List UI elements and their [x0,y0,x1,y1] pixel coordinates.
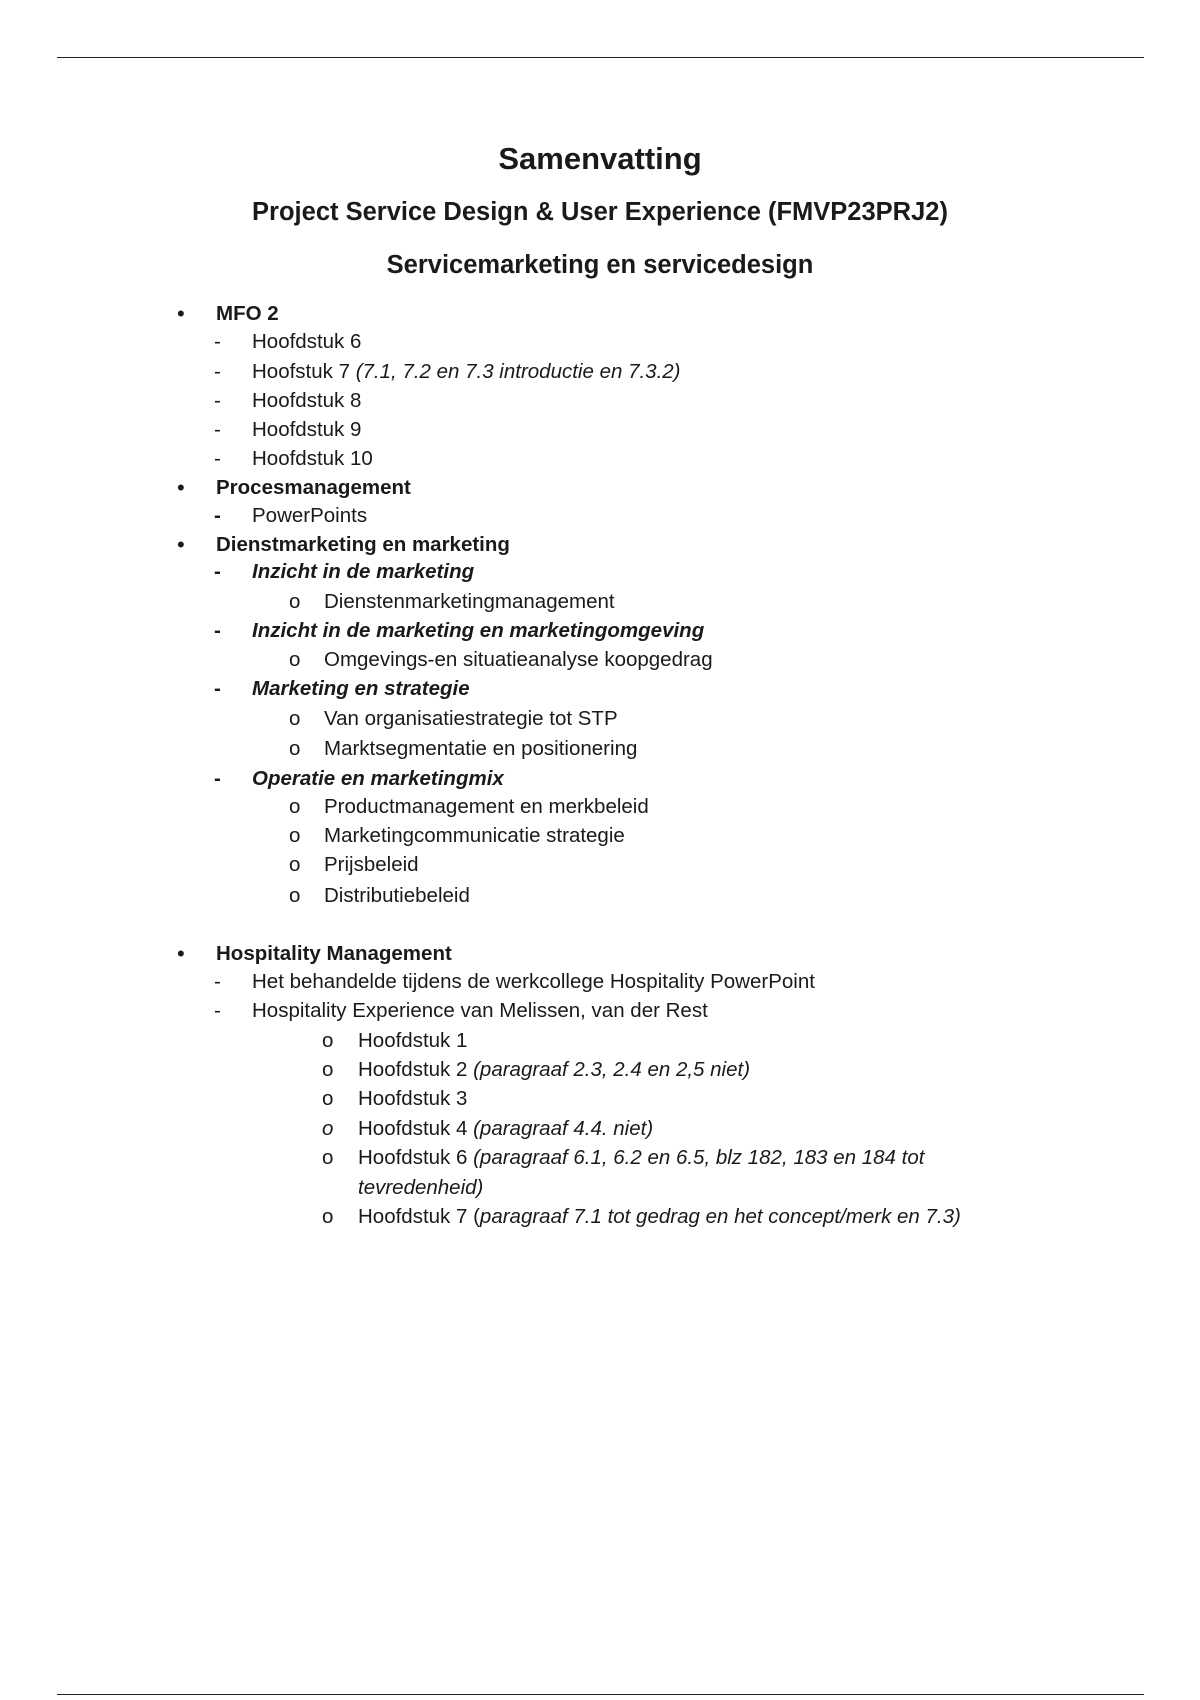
dash-marker: - [214,360,221,383]
circle-marker: o [322,1117,334,1140]
subheading: Inzicht in de marketing en marketingomgeving [252,619,705,642]
subheading: Operatie en marketingmix [252,767,504,790]
item-note: (7.1, 7.2 en 7.3 introductie en 7.3.2) [355,360,681,383]
chapter-label: Hoofdstuk 2 [358,1058,474,1081]
list-item-hospitality: Hospitality Management [216,942,452,965]
document-title: Samenvatting [498,141,702,176]
list-item: Marktsegmentatie en positionering [324,737,638,760]
circle-marker: o [322,1146,334,1169]
list-item: Van organisatiestrategie tot STP [324,707,618,730]
chapter-label: Hoofdstuk 6 [358,1146,474,1169]
circle-marker: o [289,795,301,818]
list-item: Prijsbeleid [324,853,419,876]
chapter-note: (paragraaf 4.4. niet) [473,1117,654,1140]
dash-marker: - [214,389,221,412]
chapter-label: Hoofdstuk 7 ( [358,1205,480,1228]
circle-marker: o [289,884,301,907]
list-item: Hospitality Experience van Melissen, van der Rest [252,999,708,1022]
chapter-note: (paragraaf 2.3, 2.4 en 2,5 niet) [473,1058,751,1081]
bullet-marker: • [177,941,185,966]
list-item-procesmanagement: Procesmanagement [216,476,411,499]
dash-marker: - [214,767,221,790]
footer-rule [57,1694,1144,1695]
document-subtitle: Project Service Design & User Experience (FMVP23PRJ2) [252,198,948,226]
list-item [358,1058,750,1082]
dash-marker: - [214,970,221,993]
list-item [358,1205,961,1229]
list-item: Hoofdstuk 6 [252,330,362,353]
circle-marker: o [322,1087,334,1110]
bullet-marker: • [177,301,185,326]
bullet-marker: • [177,532,185,557]
list-item: Hoofdstuk 10 [252,447,373,470]
dash-marker: - [214,418,221,441]
circle-marker: o [322,1058,334,1081]
section-title: Servicemarketing en servicedesign [386,251,814,279]
subheading: Marketing en strategie [252,677,470,700]
list-item: PowerPoints [252,504,368,527]
dash-marker: - [214,504,221,527]
circle-marker: o [322,1205,334,1228]
circle-marker: o [289,707,301,730]
list-item: Productmanagement en merkbeleid [324,795,649,818]
circle-marker: o [322,1029,334,1052]
circle-marker: o [289,737,301,760]
circle-marker: o [289,824,301,847]
list-item [358,1117,653,1141]
dash-marker: - [214,447,221,470]
dash-marker: - [214,677,221,700]
chapter-note: (paragraaf 6.1, 6.2 en 6.5, blz 182, 183 en 184 tot [473,1146,925,1169]
chapter-label: Hoofdstuk 4 [358,1117,474,1140]
circle-marker: o [289,648,301,671]
dash-marker: - [214,999,221,1022]
subheading: Inzicht in de marketing [252,560,475,583]
list-item: Hoofdstuk 9 [252,418,362,441]
list-item [358,1087,467,1111]
list-item [358,1146,924,1170]
chapter-label: Hoofdstuk 3 [358,1087,468,1110]
list-item: Omgevings-en situatieanalyse koopgedrag [324,648,713,671]
circle-marker: o [289,853,301,876]
list-item-mfo: MFO 2 [216,302,279,325]
dash-marker: - [214,560,221,583]
chapter-note-continued: tevredenheid) [358,1176,484,1199]
list-item: Het behandelde tijdens de werkcollege Hospitality PowerPoint [252,970,815,993]
dash-marker: - [214,330,221,353]
bullet-marker: • [177,475,185,500]
list-item: Hoofdstuk 8 [252,389,362,412]
header-rule [57,57,1144,58]
list-item: Marketingcommunicatie strategie [324,824,625,847]
chapter-note: paragraaf 7.1 tot gedrag en het concept/merk en 7.3) [479,1205,961,1228]
list-item-dienstmarketing: Dienstmarketing en marketing [216,533,510,556]
list-item: Distributiebeleid [324,884,470,907]
list-item: Dienstenmarketingmanagement [324,590,615,613]
dash-marker: - [214,619,221,642]
list-item [252,360,681,384]
item-label: Hoofstuk 7 [252,360,356,383]
circle-marker: o [289,590,301,613]
list-item [358,1029,467,1053]
chapter-label: Hoofdstuk 1 [358,1029,468,1052]
